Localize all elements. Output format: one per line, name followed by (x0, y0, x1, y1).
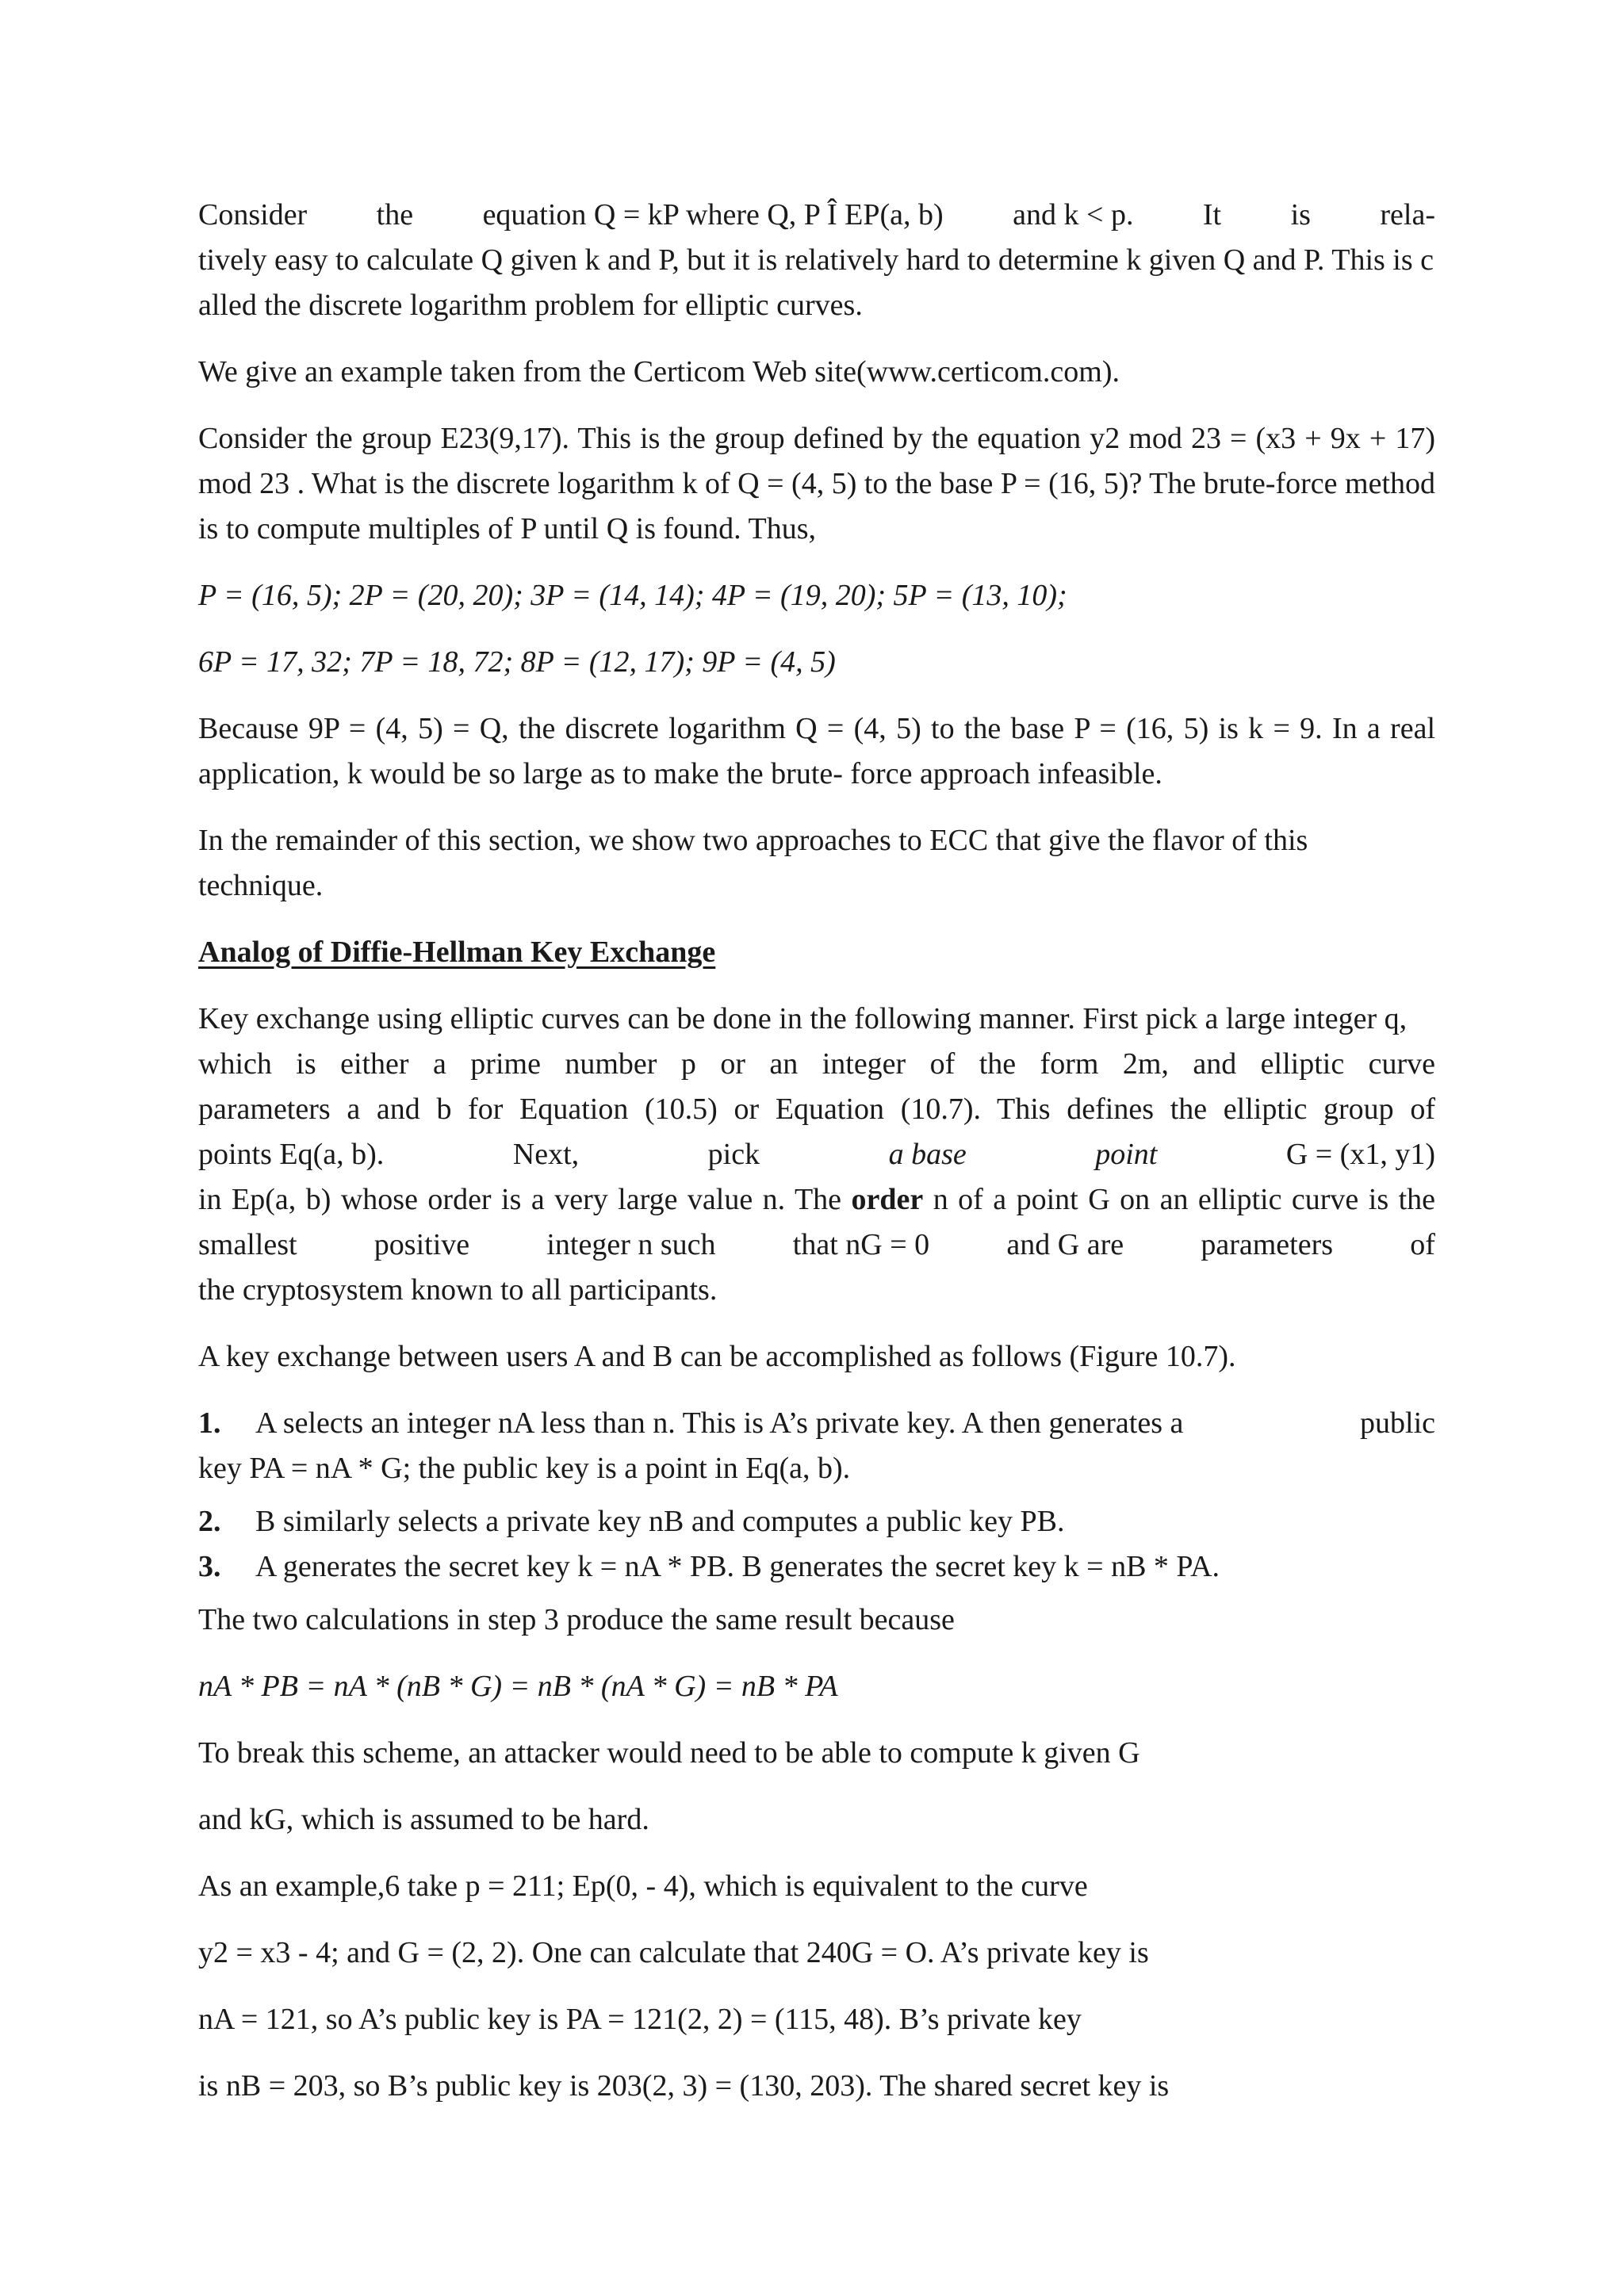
multiples-line-1: P = (16, 5); 2P = (20, 20); 3P = (14, 14); 4P = (19, 20); 5P = (13, 10); (198, 579, 1067, 612)
document-body (198, 193, 1435, 2109)
paragraph-2: We give an example taken from the Certicom Web site(www.certicom.com). (198, 355, 1120, 388)
word: is (1290, 198, 1311, 232)
ke-line-6: smallest positive integer n such that nG = 0 and G are parameters of (198, 1228, 1435, 1261)
step-number: 3. (198, 1550, 221, 1583)
multiples-line-2: 6P = 17, 32; 7P = 18, 72; 8P = (12, 17); 9P = (4, 5) (198, 645, 836, 679)
paragraph-8: To break this scheme, an attacker would need to be able to compute k given G (198, 1736, 1140, 1770)
step-1: 1. A selects an integer nA less than n. This is A’s private key. A then generates a public key PA = nA * G; the public key is a point in Eq(a, b). (198, 1401, 1435, 1491)
key-exchange-paragraph (198, 997, 1435, 1313)
section-heading: Analog of Diffie-Hellman Key Exchange (198, 936, 716, 969)
ke-line-7: the cryptosystem known to all participants. (198, 1273, 718, 1307)
word: and k < p. (1013, 198, 1134, 232)
ke-line-1: Key exchange using elliptic curves can be done in the following manner. First pick a large integer q, (198, 1002, 1408, 1035)
word: equation Q = kP where Q, P Î EP(a, b) (482, 198, 944, 232)
paragraph-11: y2 = x3 - 4; and G = (2, 2). One can calculate that 240G = O. A’s private key is (198, 1936, 1149, 1969)
step-number: 1. (198, 1406, 221, 1440)
word: rela- (1380, 198, 1435, 232)
paragraph-10: As an example,6 take p = 211; Ep(0, - 4), which is equivalent to the curve (198, 1869, 1088, 1903)
paragraph-12: nA = 121, so A’s public key is PA = 121(2, 2) = (115, 48). B’s private key (198, 2003, 1082, 2036)
ke-line-4: points Eq(a, b). Next, pick a base point G = (x1, y1) (198, 1138, 1435, 1171)
step-number: 2. (198, 1505, 221, 1538)
paragraph-5: In the remainder of this section, we show two approaches to ECC that give the flavor of this technique. (198, 824, 1308, 902)
ke-line-2: which is either a prime number p or an integer of the form 2m, and elliptic curve (198, 1047, 1435, 1081)
paragraph-1-first-line (198, 193, 1435, 238)
paragraph-1-rest: tively easy to calculate Q given k and P, but it is relatively hard to determine k given Q and P. This is c alled the discrete logarithm problem for elliptic curves. (198, 243, 1434, 322)
paragraph-4: Because 9P = (4, 5) = Q, the discrete logarithm Q = (4, 5) to the base P = (16, 5) is k = 9. In a real application, k would be so large as to make the brute- force approach infeasible. (198, 712, 1435, 790)
equation: nA * PB = nA * (nB * G) = nB * (nA * G) = nB * PA (198, 1670, 838, 1703)
paragraph-9: and kG, which is assumed to be hard. (198, 1803, 649, 1836)
ke-line-3: parameters a and b for Equation (10.5) or Equation (10.7). This defines the elliptic group of (198, 1093, 1435, 1126)
step-3: 3. A generates the secret key k = nA * PB. B generates the secret key k = nB * PA. (198, 1544, 1435, 1590)
step-2: 2. B similarly selects a private key nB and computes a public key PB. (198, 1499, 1435, 1544)
ke-line-5: in Ep(a, b) whose order is a very large value n. The order n of a point G on an elliptic curve is the (198, 1183, 1435, 1216)
word: Consider (198, 198, 308, 232)
paragraph-7: The two calculations in step 3 produce the same result because (198, 1603, 955, 1636)
paragraph-3: Consider the group E23(9,17). This is the group defined by the equation y2 mod 23 = (x3 + 9x + 17) mod 23 . What is the discrete logarithm k of Q = (4, 5) to the base P = (16, 5)? The brute-force method is to compute multiples of P until Q is found. Thus, (198, 422, 1435, 545)
paragraph-13: is nB = 203, so B’s public key is 203(2, 3) = (130, 203). The shared secret key is (198, 2069, 1170, 2103)
word: It (1202, 198, 1222, 232)
word: the (376, 198, 414, 232)
paragraph-6: A key exchange between users A and B can be accomplished as follows (Figure 10.7). (198, 1340, 1236, 1373)
